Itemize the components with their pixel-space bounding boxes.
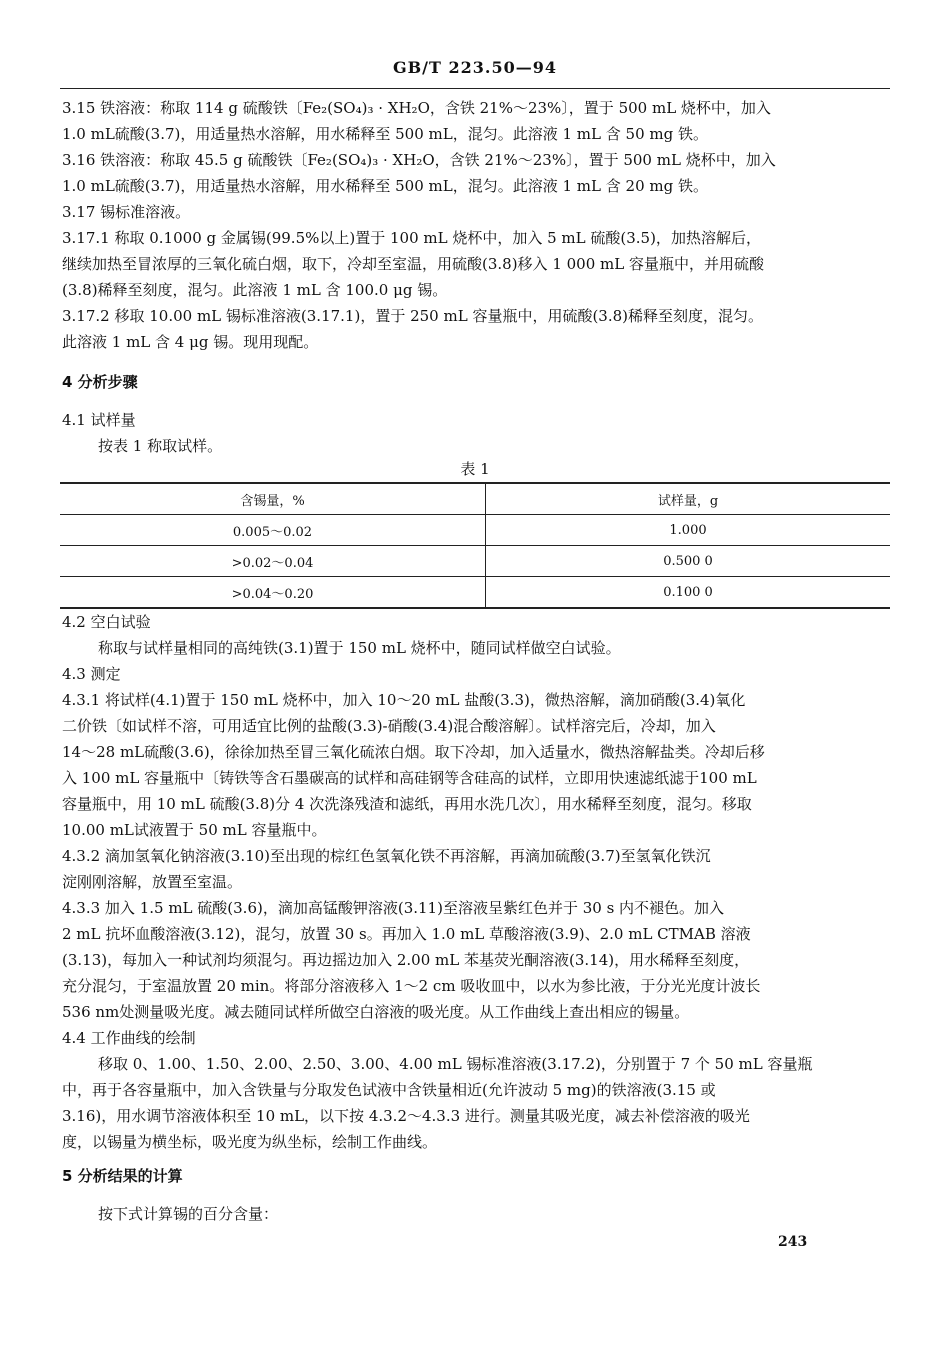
para-3-15-line2: 1.0 mL硫酸(3.7)，用适量热水溶解，用水稀释至 500 mL，混匀。此溶液 1 mL 含 50 mg 铁。 — [62, 125, 708, 143]
para-3-15-line1: 3.15 铁溶液：称取 114 g 硫酸铁〔Fe₂(SO₄)₃ · XH₂O，含铁 21%～23%〕，置于 500 mL 烧杯中，加入 — [62, 99, 771, 117]
table-caption: 表 1 — [460, 460, 490, 478]
para-4-3-1-line2: 二价铁〔如试样不溶，可用适宜比例的盐酸(3.3)-硝酸(3.4)混合酸溶解〕。试样溶完后，冷却，加入 — [62, 717, 716, 735]
section-4-2-text: 称取与试样量相同的高纯铁(3.1)置于 150 mL 烧杯中，随同试样做空白试验。 — [98, 639, 621, 657]
section-5-heading: 5 分析结果的计算 — [62, 1167, 183, 1185]
para-4-3-3-line2: 2 mL 抗坏血酸溶液(3.12)，混匀，放置 30 s。再加入 1.0 mL 草酸溶液(3.9)、2.0 mL CTMAB 溶液 — [62, 925, 751, 943]
table-cell: 1.000 — [486, 515, 891, 546]
para-4-3-1-line3: 14～28 mL硫酸(3.6)，徐徐加热至冒三氧化硫浓白烟。取下冷却，加入适量水，微热溶解盐类。冷却后移 — [62, 743, 765, 761]
table-row — [60, 546, 890, 577]
header-rule — [60, 88, 890, 89]
para-4-3-1-line4: 入 100 mL 容量瓶中〔铸铁等含石墨碳高的试样和高硅钢等含硅高的试样，立即用快速滤纸滤于100 mL — [62, 769, 757, 787]
section-4-2-heading: 4.2 空白试验 — [62, 613, 151, 631]
table-cell: >0.02～0.04 — [60, 546, 486, 577]
para-4-4-line4: 度，以锡量为横坐标，吸光度为纵坐标，绘制工作曲线。 — [62, 1133, 438, 1151]
para-4-3-3-line5: 536 nm处测量吸光度。减去随同试样所做空白溶液的吸光度。从工作曲线上查出相应的锡量。 — [62, 1003, 690, 1021]
para-3-17-2-line1: 3.17.2 移取 10.00 mL 锡标准溶液(3.17.1)，置于 250 mL 容量瓶中，用硫酸(3.8)稀释至刻度，混匀。 — [62, 307, 764, 325]
para-4-3-3-line1: 4.3.3 加入 1.5 mL 硫酸(3.6)，滴加高锰酸钾溶液(3.11)至溶液呈紫红色并于 30 s 内不褪色。加入 — [62, 899, 725, 917]
para-4-4-line2: 中，再于各容量瓶中，加入含铁量与分取发色试液中含铁量相近(允许波动 5 mg)的铁溶液(3.15 或 — [62, 1081, 716, 1099]
table-header-tin-content: 含锡量，% — [60, 483, 486, 515]
table-cell: 0.005～0.02 — [60, 515, 486, 546]
para-3-17-1-line1: 3.17.1 称取 0.1000 g 金属锡(99.5%以上)置于 100 mL 烧杯中，加入 5 mL 硫酸(3.5)，加热溶解后， — [62, 229, 761, 247]
para-3-16-line2: 1.0 mL硫酸(3.7)，用适量热水溶解，用水稀释至 500 mL，混匀。此溶液 1 mL 含 20 mg 铁。 — [62, 177, 708, 195]
para-4-3-1-line1: 4.3.1 将试样(4.1)置于 150 mL 烧杯中，加入 10～20 mL 盐酸(3.3)，微热溶解，滴加硝酸(3.4)氧化 — [62, 691, 746, 709]
table-row — [60, 577, 890, 609]
table-cell: 0.500 0 — [486, 546, 891, 577]
table-header-sample-weight: 试样量，g — [486, 483, 891, 515]
para-4-3-3-line3: (3.13)，每加入一种试剂均须混匀。再边摇边加入 2.00 mL 苯基荧光酮溶液(3.14)，用水稀释至刻度， — [62, 951, 750, 969]
para-4-4-line3: 3.16)，用水调节溶液体积至 10 mL，以下按 4.3.2～4.3.3 进行。测量其吸光度，减去补偿溶液的吸光 — [62, 1107, 750, 1125]
section-5-text: 按下式计算锡的百分含量： — [98, 1205, 279, 1223]
section-4-heading: 4 分析步骤 — [62, 373, 138, 391]
table-cell: >0.04～0.20 — [60, 577, 486, 609]
table-cell: 0.100 0 — [663, 584, 713, 600]
section-4-4-heading: 4.4 工作曲线的绘制 — [62, 1029, 196, 1047]
para-4-3-1-line5: 容量瓶中，用 10 mL 硫酸(3.8)分 4 次洗涤残渣和滤纸，再用水洗几次〕，用水稀释至刻度，混匀。移取 — [62, 795, 752, 813]
para-4-3-3-line4: 充分混匀，于室温放置 20 min。将部分溶液移入 1～2 cm 吸收皿中，以水为参比液，于分光光度计波长 — [62, 977, 761, 995]
para-3-17: 3.17 锡标准溶液。 — [62, 203, 191, 221]
para-3-17-1-line2: 继续加热至冒浓厚的三氧化硫白烟，取下，冷却至室温，用硫酸(3.8)移入 1 000 mL 容量瓶中，并用硫酸 — [62, 255, 764, 273]
para-4-4-line1: 移取 0、1.00、1.50、2.00、2.50、3.00、4.00 mL 锡标准溶液(3.17.2)，分别置于 7 个 50 mL 容量瓶 — [98, 1055, 813, 1073]
section-4-1-heading: 4.1 试样量 — [62, 411, 136, 429]
para-4-3-1-line6: 10.00 mL试液置于 50 mL 容量瓶中。 — [62, 821, 327, 839]
page-number: 243 — [778, 1234, 808, 1250]
table-row — [60, 515, 890, 546]
para-3-17-2-line2: 此溶液 1 mL 含 4 μg 锡。现用现配。 — [62, 333, 319, 351]
para-3-16-line1: 3.16 铁溶液：称取 45.5 g 硫酸铁〔Fe₂(SO₄)₃ · XH₂O，含铁 21%～23%〕，置于 500 mL 烧杯中，加入 — [62, 151, 776, 169]
sample-weight-table — [60, 482, 890, 609]
para-4-3-2-line1: 4.3.2 滴加氢氧化钠溶液(3.10)至出现的棕红色氢氧化铁不再溶解，再滴加硫酸(3.7)至氢氧化铁沉 — [62, 847, 711, 865]
section-4-1-text: 按表 1 称取试样。 — [98, 437, 223, 455]
section-4-3-heading: 4.3 测定 — [62, 665, 121, 683]
para-4-3-2-line2: 淀刚刚溶解，放置至室温。 — [62, 873, 243, 891]
para-3-17-1-line3: (3.8)稀释至刻度，混匀。此溶液 1 mL 含 100.0 μg 锡。 — [62, 281, 448, 299]
standard-header: GB/T 223.50—94 — [392, 58, 557, 77]
